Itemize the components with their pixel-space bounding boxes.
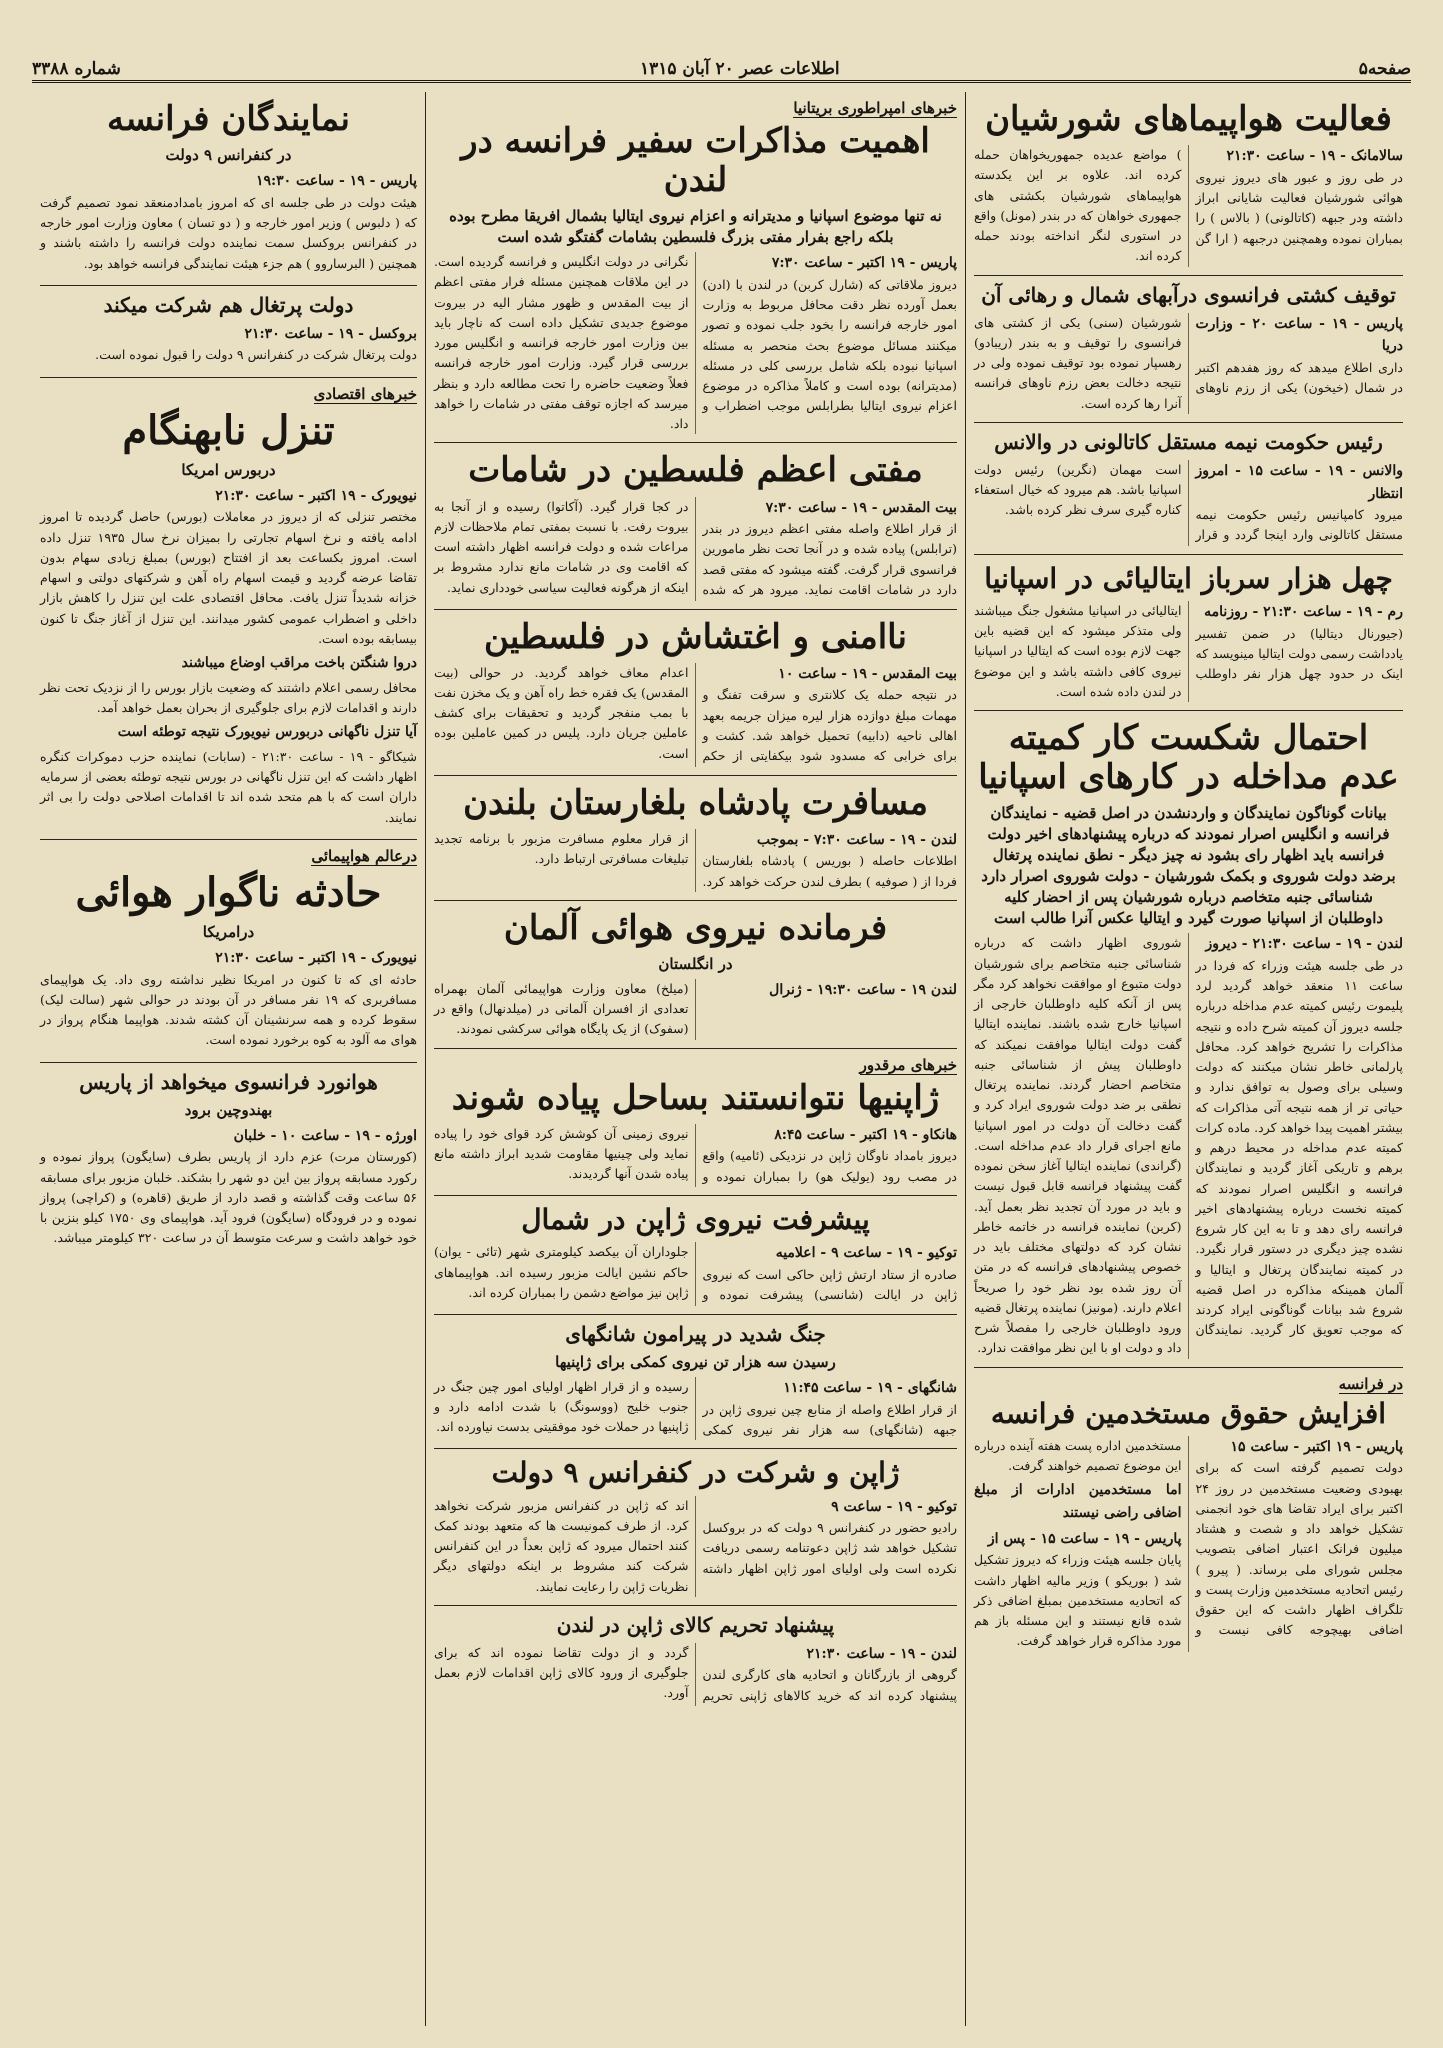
center-column bbox=[426, 92, 966, 2026]
section-kicker: درعالم هواپیمائی bbox=[311, 846, 417, 865]
article-body bbox=[434, 1377, 957, 1440]
dateline: لندن - ۱۹ - ساعت ۲۱:۳۰ bbox=[806, 1645, 957, 1662]
article-body bbox=[434, 1242, 957, 1305]
headline: هوانورد فرانسوی میخواهد از پاریس bbox=[79, 1069, 378, 1094]
subheadline: در کنفرانس ۹ دولت bbox=[165, 146, 292, 165]
dateline: لندن - ۱۹ - ساعت ۷:۳۰ - بموجب bbox=[756, 831, 957, 848]
headline: ژاپن و شرکت در کنفرانس ۹ دولت bbox=[491, 1456, 900, 1490]
dateline: بیت المقدس - ۱۹ - ساعت ۷:۳۰ bbox=[765, 499, 957, 516]
article-french-ambassador bbox=[434, 92, 957, 443]
article-shanghai bbox=[434, 1315, 957, 1449]
subheadline: بیانات گوناگون نمایندگان و واردنشدن در اصل قضیه - نمایندگان فرانسه و انگلیس اصرار نمودند که درباره پیشنهادهای اخیر دولت فرانسه باید اظهار رای بشود نه چیز دیگر - نطق نماینده پرتغال برضد دولت شوروی و بکمک شورشیان - دولت شوروی اصرار دارد شناسائی جنبه متخاصم درباره شورشیان پس از احضار کلیه داوطلبان از اسپانیا صورت گیرد و ایتالیا عکس آنرا طالب است bbox=[981, 804, 1396, 928]
article-palestine-unrest bbox=[434, 610, 957, 776]
headline: چهل هزار سرباز ایتالیائی در اسپانیا bbox=[984, 561, 1393, 595]
article-text: در طی جلسه هیئت وزراء که فردا در ساعت ۱۱ منعقد خواهد گردید لرد پلیموت رئیس کمیته عدم مداخله درباره جلسه دیروز آن کمیته شرح داده و نتیجه مذاکرات را تشریح خواهد کرد. محافل پارلمانی خاطر نشان میکنند که دولت وسیلی برای وصول به توافق ندارد و حیاتی تر از همه نتیجه آتی مذاکرات که بیشتر اهمیت پیدا خواهد کرد. ماده کرات کمیته عدم مداخله در محیط درهم و برهم و تاریکی آغاز گردید و نمایندگان فرانسه و انگلیس اصرار نمودند که کمیته نخست درباره پیشنهادهای اخیر فرانسه رای دهد و تا به این کار شروع نشده چیز دیگری در دستور قرار نگیرد. در کمیته نمایندگان پرتغال و ایتالیا و آلمان همینکه مذاکره در اصل قضیه شروع شد بیانات گوناگونی ایراد کردند که موجب تعویق کار گردید. نمایندگان شوروی اظهار داشت که درباره شناسائی جنبه متخاصم برای شورشیان دولت متبوع او موافقت نخواهد کرد مگر پس از آنکه کلیه داوطلبان خارجی از اسپانیا خارج شده باشند. نماینده ایتالیا گفت دولت ایتالیا موافقت نمیکند که داوطلبان پیش از شناسائی جنبه متخاصم احضار گردند. نماینده پرتغال نطقی بر ضد دولت شوروی ایراد کرد و گفت دخالت آن دولت در امور اسپانیا مانع اجرای قرار داد عدم مداخله است. (گراندی) نماینده ایتالیا آغاز سخن نموده گفت پیشنهاد فرانسه قابل قبول نیست و باید در مورد آن تجدید نظر بعمل آید. (کربن) نماینده فرانسه در خاتمه خاطر نشان کرد که دولتهای مختلف باید در خصوص پیشنهادهای فرانسه که در متن آن روز شده بود نظر خود را صریحاً اعلام دارند. (مونیز) نماینده پرتغال قضیه ورود داوطلبان خارجی را مفصلاً شرح داد و دولت او با این نظر موافقت ندارد. bbox=[974, 935, 1403, 1356]
dateline: لندن - ۱۹ - ساعت ۲۱:۳۰ - دیروز bbox=[1205, 936, 1403, 953]
article-japan-north bbox=[434, 1196, 957, 1315]
article-body bbox=[974, 933, 1403, 1358]
article-text: داری اطلاع میدهد که روز هفدهم اکتبر در شمال (خیخون) یکی از رزم ناوهای شورشیان (سنی) یکی از کشتی های فرانسوی را توقیف و به بندر (ریبادو) رهسپار نموده بود توقیف نموده ولی در نتیجه دخالت بعض رزم ناوهای فرانسه آنرا رها کرده است. bbox=[974, 314, 1403, 411]
subheadline: دروا شنگتن باخت مراقب اوضاع میباشند bbox=[181, 655, 417, 672]
article-text: در نتیجه حمله یک کلانتری و سرقت تفنگ و مهمات مبلغ دوازده هزار لیره میزان جریمه بعهد اهالی ناحیه (دابیه) تحمیل خواهد شد. کشت و برای خرابی که مسدود شود بیکفایتی از حکم اعدام معاف خواهد گردید. در حوالی (بیت المقدس) یک فقره خط راه آهن و یک مخزن نفت با بمب منفجر گردید و تحقیقات برای کشف عاملین جریان دارد. پلیس در کمین عاملین بوده است. bbox=[434, 664, 957, 764]
subheadline: نه تنها موضوع اسپانیا و مدیترانه و اعزام نیروی ایتالیا بشمال افریقا مطرح بوده بلکه راجع بفرار مفتی بزرگ فلسطین بشامات گفتگو شده است bbox=[449, 207, 942, 247]
section-kicker: خبرهای اقتصادی bbox=[313, 384, 417, 403]
headline: تنزل نابهنگام bbox=[122, 406, 335, 454]
article-air-accident bbox=[40, 840, 417, 1063]
article-text: شیکاگو - ۱۹ - ساعت ۲۱:۳۰ - (سابات) نماینده حزب دموکرات کنگره اظهار داشت که این تنزل ناگهانی در بورس نتیجه توطئه بعضی از سرمایه داران است که با هم متحد شده اند تا اقدامات اصلاحی دولت را بی اثر نمایند. bbox=[40, 748, 417, 825]
headline: مسافرت پادشاه بلغارستان بلندن bbox=[463, 782, 928, 823]
headline: دولت پرتغال هم شرکت میکند bbox=[103, 292, 354, 317]
article-text: هیئت دولت در طی جلسه ای که امروز بامدادمنعقد نمود تصمیم گرفت که ( دلبوس ) وزیر امور خارجه و ( دو تسان ) معاون وزارت امور خارجه در کنفرانس بروکسل سمت نماینده دولت فرانسه را داشته باشند و همچنین ( البرساروو ) هم جزء هیئت نمایندگی فرانسه خواهد بود. bbox=[40, 194, 417, 271]
dateline: سالامانک - ۱۹ - ساعت ۲۱:۳۰ bbox=[1226, 148, 1403, 165]
headline: حادثه ناگوار هوائی bbox=[75, 868, 382, 916]
article-text: (جیورنال دیتالیا) در ضمن تفسیر یادداشت رسمی دولت ایتالیا مینویسد که اینک در حدود چهل هزار نفر داوطلب ایتالیائی در اسپانیا مشغول جنگ میباشند ولی متذکر میشود که این قضیه باین جهت لازم بوده است که ایتالیا در اسپانیا نیروی کافی داشته باشد و این موضوع در لندن داده شده است. bbox=[974, 602, 1403, 699]
article-text: (میلخ) معاون وزارت هواپیمائی آلمان بهمراه تعدادی از افسران آلمانی در (میلدنهال) واقع در (سفوک) از یک پایگاه هوائی سرکشی نمودند. bbox=[434, 980, 689, 1037]
headline: جنگ شدید در پیرامون شانگهای bbox=[565, 1321, 826, 1346]
article-french-delegates bbox=[40, 92, 417, 286]
dateline: توکیو - ۱۹ - ساعت ۹ - اعلامیه bbox=[775, 1245, 957, 1262]
dateline: هانکاو - ۱۹ اکتبر - ساعت ۸:۴۵ bbox=[774, 1126, 957, 1143]
article-body bbox=[974, 601, 1403, 702]
article-text: اطلاعات حاصله ( بوریس ) پادشاه بلغارستان فردا از ( صوفیه ) بطرف لندن حرکت خواهد کرد. از قرار معلوم مسافرت مزبور با برنامه تجدید تبلیغات مسافرتی ارتباط دارد. bbox=[434, 830, 957, 889]
article-body bbox=[434, 663, 957, 767]
headline: نمایندگان فرانسه bbox=[107, 99, 350, 139]
article-catalonia-head bbox=[974, 423, 1403, 555]
article-text: مختصر تنزلی که از دیروز در معاملات (بورس) حاصل گردیده تا امروز ادامه یافته و نرخ اسهام تجارتی را بمیزان نرخ سال ۱۹۳۵ تنزل داده است. امروز بکساعت بعد از افتتاح (بورس) بمبلغ زیادی سهام بدون تقاضا عرضه گردید و قیمت اسهام راه آهن و شرکتهای دولتی و اسهام خزانه شدیداً تنزل یافت. محافل اقتصادی علت این تنزل را کاهش بازار داخلی و اضطراب عمومی کشور میدانند. این تنزل از آغاز جنگ تا کنون بیسابقه بوده است. bbox=[40, 509, 417, 646]
headline: پیشنهاد تحریم کالای ژاپن در لندن bbox=[556, 1612, 835, 1637]
headline: رئیس حکومت نیمه مستقل کاتالونی در والانس bbox=[994, 429, 1383, 454]
article-body bbox=[974, 313, 1403, 414]
article-boycott bbox=[434, 1606, 957, 1714]
article-text: دیروز ملاقاتی که (شارل کربن) در لندن با (ادن) بعمل آورده نظر دقت محافل مربوط به وزارت امور خارجه فرانسه را بخود جلب نموده و تصور میکنند مسائل موضوع بحث منحصر به مسئله اسپانیا نبوده بلکه شامل بررسی کلی در مسئله (مدیترانه) بوده است و کاملاً مذاکره در موضوع اعزام نیروی ایتالیا بطرابلس موجب اضطراب و نگرانی در دولت انگلیس و فرانسه گردیده است. در این ملاقات همچنین مسئله فرار مفتی اعظم از بیت المقدس و ظهور مشار الیه در بیروت موضوع جدیدی تشکیل داده است که ناچار باید بین وزارت امور خارجه فرانسه و انگلیس مورد بررسی قرار گیرد. وزارت امور خارجه فرانسه فعلاً وضعیت حاضره را تحت مطالعه دارد و بنظر میرسد که اجازه توقف مفتی در شامات را خواهد داد. bbox=[434, 254, 957, 432]
headline: احتمال شکست کار کمیته عدم مداخله در کارهای اسپانیا bbox=[978, 718, 1399, 798]
article-text: دولت تصمیم گرفته است که برای بهبودی وضعیت مستخدمین در روز ۲۴ اکتبر برای ایراد تقاضا های خود انجمنی تشکیل خواهد داد و شصت و هشتاد میلیون فرانک اعتبار اضافی بتصویب مجلس شورای ملی برساند. ( پیرو ) رئیس اتحادیه مستخدمین وزارت پست و تلگراف اظهار داشت که این حقوق اضافی بهیچوجه کافی نیست و مستخدمین اداره پست هفته آینده درباره این موضوع تصمیم خواهند گرفت. bbox=[974, 1437, 1403, 1638]
article-french-salaries bbox=[974, 1368, 1403, 1660]
headline: ناامنی و اغتشاش در فلسطین bbox=[484, 616, 907, 657]
article-french-ship bbox=[974, 276, 1403, 423]
subheadline: اما مستخدمین ادارات از مبلغ اضافی راضی نیستند bbox=[974, 1482, 1182, 1521]
issue-number: شماره ۳۳۸۸ bbox=[32, 59, 121, 79]
dateline: بیت المقدس - ۱۹ - ساعت ۱۰ bbox=[778, 665, 957, 682]
article-german-air-force bbox=[434, 901, 957, 1049]
headline: افزایش حقوق مستخدمین فرانسه bbox=[990, 1396, 1387, 1430]
article-body bbox=[434, 1643, 957, 1706]
article-body bbox=[40, 485, 417, 831]
subheadline: آیا تنزل ناگهانی دربورس نیویورک نتیجه توطئه است bbox=[117, 724, 417, 741]
headline: فعالیت هواپیماهای شورشیان bbox=[985, 99, 1392, 139]
section-kicker: خبرهای امپراطوری بریتانیا bbox=[793, 99, 957, 117]
article-french-aviator bbox=[40, 1063, 417, 1260]
article-text: در طی روز و عبور های دیروز نیروی هوائی شورشیان فعالیت شایانی ابراز داشته ودر جبهه (کاتالونی) ( بالاس ) را بمباران نموده وهمچنین درجبهه ( ارا گن ) مواضع عدیده جمهوریخواهان حمله کرده اند. علاوه بر این یکدسته هواپیماهای شورشیان بکشتی های جمهوری خواهان که در بندر (مونل) واقع در استوری لنگر انداخته بودند حمله کرده اند. bbox=[974, 147, 1403, 264]
article-text: رادیو حضور در کنفرانس ۹ دولت که در بروکسل تشکیل خواهد شد ژاپن دعوتنامه رسمی دریافت نکرده است ولی اولیای امور ژاپن اظهار داشته اند که ژاپن در کنفرانس مزبور شرکت نخواهد کرد. از طرف کمونیست ها که متعهد بودند کمک کنند احتمال میرود که ژاپن بعداً در این کنفرانس شرکت کند مشروط بر اینکه دولتهای دیگر نظریات ژاپن را رعایت نمایند. bbox=[434, 1497, 957, 1594]
dateline: نیویورک - ۱۹ اکتبر - ساعت ۲۱:۳۰ bbox=[215, 487, 417, 504]
article-portugal bbox=[40, 286, 417, 378]
article-text: دولت پرتغال شرکت در کنفرانس ۹ دولت را قبول نموده است. bbox=[95, 347, 417, 363]
headline: ژاپنیها نتوانستند بساحل پیاده شوند bbox=[451, 1077, 940, 1118]
article-text: گروهی از بازرگانان و اتحادیه های کارگری لندن پیشنهاد کرده اند که خرید کالاهای ژاپنی تحریم گردد و از دولت تقاضا نموده اند که برای جلوگیری از ورود کالای ژاپن اقدامات لازم بعمل آورد. bbox=[434, 1644, 957, 1703]
article-text: پایان جلسه هیئت وزراء که دیروز تشکیل شد ( بوریکو ) وزیر مالیه اظهار داشت که اتحادیه مستخدمین بمبلغ اضافی ذکر شده قانع نیستند و این مسئله باز هم مورد مذاکره قرار خواهد گرفت. bbox=[974, 1552, 1182, 1649]
article-body bbox=[434, 497, 957, 601]
article-body bbox=[40, 323, 417, 369]
dateline: شانگهای - ۱۹ - ساعت ۱۱:۴۵ bbox=[783, 1379, 957, 1396]
article-italian-soldiers bbox=[974, 555, 1403, 711]
headline: مفتی اعظم فلسطین در شامات bbox=[468, 450, 923, 491]
article-text: از قرار اطلاع واصله از منابع چین نیروی ژاپن در جبهه (شانگهای) سه هزار نفر نیروی کمکی رسیده و از قرار اظهار اولیای امور چین جنگ در جنوب خلیج (ووسونگ) با شدت ادامه دارد و ژاپنیها در حملات خود موفقیتی بدست نیاورده اند. bbox=[434, 1378, 957, 1437]
page-label: صفحه۵ bbox=[1358, 59, 1411, 79]
dateline: پاریس - ۱۹ - ساعت ۱۵ - پس از bbox=[987, 1530, 1182, 1547]
article-japan-conference bbox=[434, 1449, 957, 1605]
article-body bbox=[434, 829, 957, 892]
dateline: اورژه - ۱۹ - ساعت ۱۰ - خلبان bbox=[233, 1127, 417, 1144]
dateline: لندن ۱۹ - ساعت ۱۹:۳۰ - ژنرال bbox=[769, 981, 957, 998]
article-body bbox=[40, 170, 417, 277]
headline: اهمیت مذاکرات سفیر فرانسه در لندن bbox=[461, 121, 930, 201]
article-body bbox=[40, 1125, 417, 1252]
dateline: والانس - ۱۹ - ساعت ۱۵ - امروز انتظار bbox=[1195, 462, 1403, 502]
article-body bbox=[434, 979, 957, 1040]
headline: پیشرفت نیروی ژاپن در شمال bbox=[521, 1203, 870, 1237]
right-column bbox=[966, 92, 1411, 2026]
dateline: بروکسل - ۱۹ - ساعت ۲۱:۳۰ bbox=[244, 325, 417, 342]
dateline: پاریس - ۱۹ - ساعت ۲۰ - وزارت دریا bbox=[1195, 315, 1404, 355]
dateline: رم - ۱۹ - ساعت ۲۱:۳۰ - روزنامه bbox=[1204, 603, 1403, 620]
article-body bbox=[40, 947, 417, 1054]
article-mufti bbox=[434, 443, 957, 609]
subheadline: بهندوچین برود bbox=[184, 1100, 273, 1119]
article-text: (کورستان مرت) عزم دارد از پاریس بطرف (سایگون) پرواز نموده و رکورد مسابقه پرواز بین این دو شهر را بشکند. خلبان مزبور برای مسابقه ۵۶ ساعت وقت گذاشته و قصد دارد از طریق (قاهره) و (کراچی) پرواز نموده و در فرودگاه (سایگون) فرود آید. هواپیمای وی ۱۷۵۰ کیلو بنزین با خود خواهد داشت و سرعت متوسط آن در ساعت ۳۲۰ کیلومتر میباشد. bbox=[40, 1149, 417, 1246]
article-body bbox=[974, 460, 1403, 546]
dateline: پاریس - ۱۹ اکتبر - ساعت ۷:۳۰ bbox=[771, 255, 957, 272]
subheadline: رسیدن سه هزار تن نیروی کمکی برای ژاپنیها bbox=[555, 1352, 836, 1371]
section-kicker: در فرانسه bbox=[1338, 1374, 1403, 1393]
left-column bbox=[32, 92, 426, 2026]
columns bbox=[32, 92, 1411, 2026]
article-body bbox=[434, 252, 957, 434]
subheadline: در انگلستان bbox=[658, 954, 733, 973]
article-body bbox=[434, 1124, 957, 1187]
headline: توقیف کشتی فرانسوی درآبهای شمال و رهائی آن bbox=[981, 282, 1396, 307]
headline: فرمانده نیروی هوائی آلمان bbox=[503, 907, 888, 948]
article-bulgarian-king bbox=[434, 776, 957, 901]
article-non-intervention bbox=[974, 711, 1403, 1367]
article-text: صادره از ستاد ارتش ژاپن حاکی است که نیروی ژاپن در ایالت (شانسی) پیشرفت نموده و جلوداران آن بیکصد کیلومتری شهر (تائی - یوان) حاکم نشین ایالت مزبور رسیده اند. هواپیماهای ژاپن نیز مواضع دشمن را بمباران کرده اند. bbox=[434, 1244, 957, 1303]
article-text: از قرار اطلاع واصله مفتی اعظم دیروز در بندر (ترابلس) پیاده شده و در آنجا تحت نظر مامورین فرانسوی قرار گرفت. گفته میشود که مفتی قصد دارد در شامات اقامت نماید. میرود هر که شده در کجا قرار گیرد. (آکاتوا) رسیده و از آنجا به بیروت رفت. با نسبت بمفتی تمام ملاحظات لازم مراعات شده و دولت فرانسه اظهار داشته است که اقامت وی در شامات مانع ندارد مشروط بر اینکه از هرگونه فعالیت سیاسی خودداری نماید. bbox=[434, 498, 957, 597]
article-stock-crash bbox=[40, 378, 417, 840]
masthead bbox=[32, 58, 1411, 83]
article-text: حادثه ای که تا کنون در امریکا نظیر نداشته روی داد. یک هواپیمای مسافربری که ۱۹ نفر مسافر در آن بودند در حوالی شهر (سالت لیک) سقوط کرده و همه سرنشینان آن کشته شدند. هواپیما هنگام پرواز در هوای مه آلود به کوه برخورد نموده است. bbox=[40, 971, 417, 1048]
paper-title-date: اطلاعات عصر ۲۰ آبان ۱۳۱۵ bbox=[639, 59, 840, 79]
section-kicker: خبرهای مرقدور bbox=[859, 1055, 957, 1074]
dateline: پاریس - ۱۹ اکتبر - ساعت ۱۵ bbox=[1230, 1438, 1403, 1455]
article-text: محافل رسمی اعلام داشتند که وضعیت بازار بورس را از نزدیک تحت نظر دارند و اقدامات لازم برای جلوگیری از بحران بعمل خواهد آمد. bbox=[40, 679, 417, 716]
dateline: توکیو - ۱۹ - ساعت ۹ bbox=[831, 1498, 957, 1515]
article-text: دیروز بامداد ناوگان ژاپن در نزدیکی (ئامیه) واقع در مصب رود (یولیک هو) را بمباران نموده و نیروی زمینی آن کوشش کرد قوای خود را پیاده نماید ولی چینیها مقاومت شدید ابراز داشته مانع پیاده شدن آنها گردیدند. bbox=[434, 1125, 957, 1184]
article-body bbox=[434, 1496, 957, 1597]
article-text: میرود کامپانیس رئیس حکومت نیمه مستقل کاتالونی وارد اینجا گردد و قرار است مهمان (نگرین) رئیس دولت اسپانیا باشد. هم میرود که خیال استعفاء کناره گیری سرف نظر کرده باشد. bbox=[974, 461, 1403, 543]
article-body bbox=[974, 145, 1403, 267]
subheadline: درامریکا bbox=[202, 922, 255, 941]
article-japanese-landing bbox=[434, 1049, 957, 1197]
subheadline: دربورس امریکا bbox=[181, 460, 276, 479]
article-rebel-aircraft bbox=[974, 92, 1403, 276]
dateline: نیویورک - ۱۹ اکتبر - ساعت ۲۱:۳۰ bbox=[215, 949, 417, 966]
article-body bbox=[974, 1436, 1403, 1652]
dateline: پاریس - ۱۹ - ساعت ۱۹:۳۰ bbox=[255, 173, 417, 190]
